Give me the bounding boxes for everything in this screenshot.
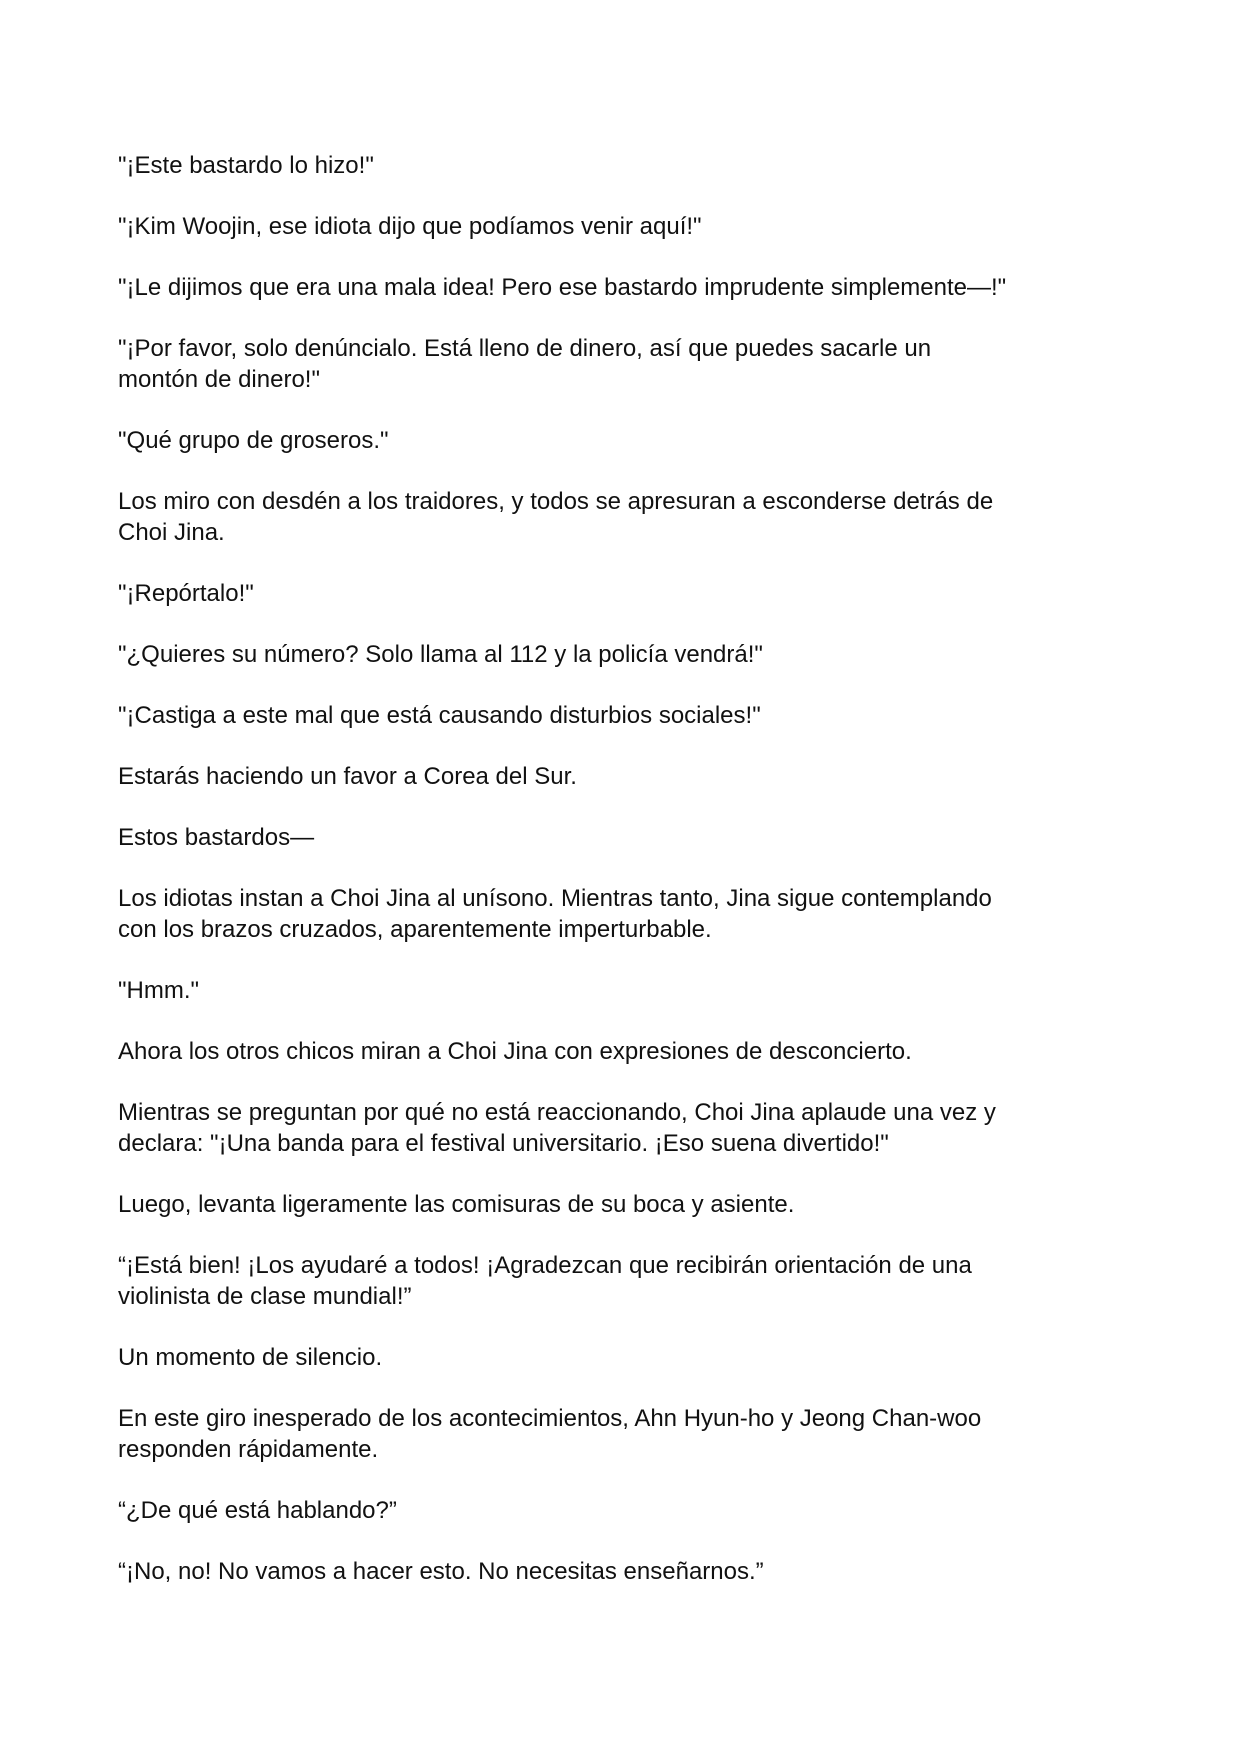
paragraph-9: "¡Castiga a este mal que está causando disturbios sociales!" bbox=[118, 702, 761, 729]
paragraph-7: "¡Repórtalo!" bbox=[118, 580, 254, 607]
paragraph-13: "Hmm." bbox=[118, 977, 200, 1004]
paragraph-12: Los idiotas instan a Choi Jina al unísono. Mientras tanto, Jina sigue contemplando con los brazos cruzados, aparentemente imperturbable. bbox=[118, 885, 992, 943]
paragraph-18: Un momento de silencio. bbox=[118, 1344, 383, 1371]
paragraph-20: “¿De qué está hablando?” bbox=[118, 1497, 397, 1524]
paragraph-3: "¡Le dijimos que era una mala idea! Pero ese bastardo imprudente simplemente—!" bbox=[118, 274, 1007, 301]
paragraph-21: “¡No, no! No vamos a hacer esto. No necesitas enseñarnos.” bbox=[118, 1558, 764, 1585]
paragraph-10: Estarás haciendo un favor a Corea del Sur. bbox=[118, 763, 577, 790]
paragraph-4: "¡Por favor, solo denúncialo. Está lleno de dinero, así que puedes sacarle un montón de dinero!" bbox=[118, 335, 932, 393]
paragraph-1: "¡Este bastardo lo hizo!" bbox=[118, 152, 374, 179]
paragraph-6: Los miro con desdén a los traidores, y todos se apresuran a esconderse detrás de Choi Jina. bbox=[118, 488, 994, 546]
paragraph-19: En este giro inesperado de los acontecimientos, Ahn Hyun-ho y Jeong Chan-woo responden rápidamente. bbox=[118, 1405, 982, 1463]
paragraph-15: Mientras se preguntan por qué no está reaccionando, Choi Jina aplaude una vez y declara: "¡Una banda para el festival universitario. ¡Eso suena divertido!" bbox=[118, 1099, 996, 1157]
paragraph-2: "¡Kim Woojin, ese idiota dijo que podíamos venir aquí!" bbox=[118, 213, 702, 240]
paragraph-14: Ahora los otros chicos miran a Choi Jina con expresiones de desconcierto. bbox=[118, 1038, 912, 1065]
paragraph-17: “¡Está bien! ¡Los ayudaré a todos! ¡Agradezcan que recibirán orientación de una violinista de clase mundial!” bbox=[118, 1252, 972, 1310]
paragraph-8: "¿Quieres su número? Solo llama al 112 y la policía vendrá!" bbox=[118, 641, 763, 668]
paragraph-16: Luego, levanta ligeramente las comisuras de su boca y asiente. bbox=[118, 1191, 795, 1218]
paragraph-11: Estos bastardos— bbox=[118, 824, 315, 851]
paragraph-5: "Qué grupo de groseros." bbox=[118, 427, 389, 454]
